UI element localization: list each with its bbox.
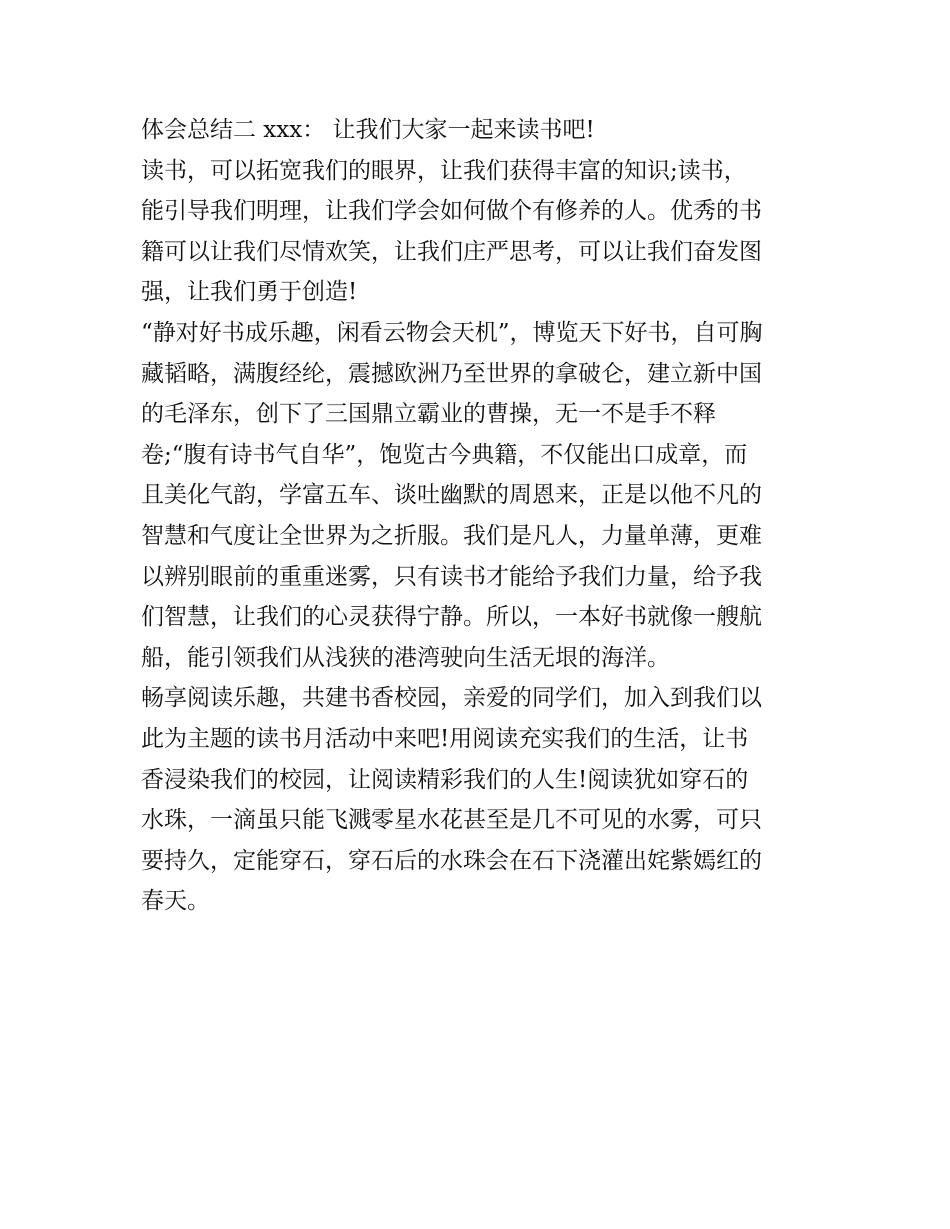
- text-line: 能引导我们明理，让我们学会如何做个有修养的人。优秀的书: [141, 198, 762, 225]
- text-line: “静对好书成乐趣，闲看云物会天机”，博览天下好书，自可胸: [141, 319, 763, 346]
- text-line: 籍可以让我们尽情欢笑，让我们庄严思考，可以让我们奋发图: [141, 238, 762, 265]
- text-line: 畅享阅读乐趣，共建书香校园，亲爱的同学们，加入到我们以: [141, 685, 762, 712]
- text-line: 且美化气韵，学富五车、谈吐幽默的周恩来，正是以他不凡的: [141, 482, 762, 509]
- text-line: 们智慧，让我们的心灵获得宁静。所以，一本好书就像一艘航: [141, 604, 762, 631]
- text-line: 卷;“腹有诗书气自华”，饱览古今典籍，不仅能出口成章，而: [141, 441, 748, 468]
- document-body: [141, 110, 821, 922]
- text-line: 春天。: [141, 888, 210, 915]
- text-line: 的毛泽东，创下了三国鼎立霸业的曹操，无一不是手不释: [141, 401, 716, 428]
- text-line: 此为主题的读书月活动中来吧!用阅读充实我们的生活，让书: [141, 725, 749, 752]
- text-line: 读书，可以拓宽我们的眼界，让我们获得丰富的知识;读书，: [141, 157, 747, 184]
- text-line: 以辨别眼前的重重迷雾，只有读书才能给予我们力量，给予我: [141, 563, 762, 590]
- text-line: 要持久，定能穿石，穿石后的水珠会在石下浇灌出姹紫嫣红的: [141, 847, 762, 874]
- text-line: 智慧和气度让全世界为之折服。我们是凡人，力量单薄，更难: [141, 522, 762, 549]
- text-line: 强，让我们勇于创造!: [141, 279, 358, 306]
- text-line: 船，能引领我们从浅狭的港湾驶向生活无垠的海洋。: [141, 644, 670, 671]
- text-line: 水珠，一滴虽只能飞溅零星水花甚至是几不可见的水雾，可只: [141, 807, 762, 834]
- text-line: 香浸染我们的校园，让阅读精彩我们的人生!阅读犹如穿石的: [141, 766, 749, 793]
- title-line: 体会总结二 xxx： 让我们大家一起来读书吧!: [141, 117, 595, 143]
- text-line: 藏韬略，满腹经纶，震撼欧洲乃至世界的拿破仑，建立新中国: [141, 360, 762, 387]
